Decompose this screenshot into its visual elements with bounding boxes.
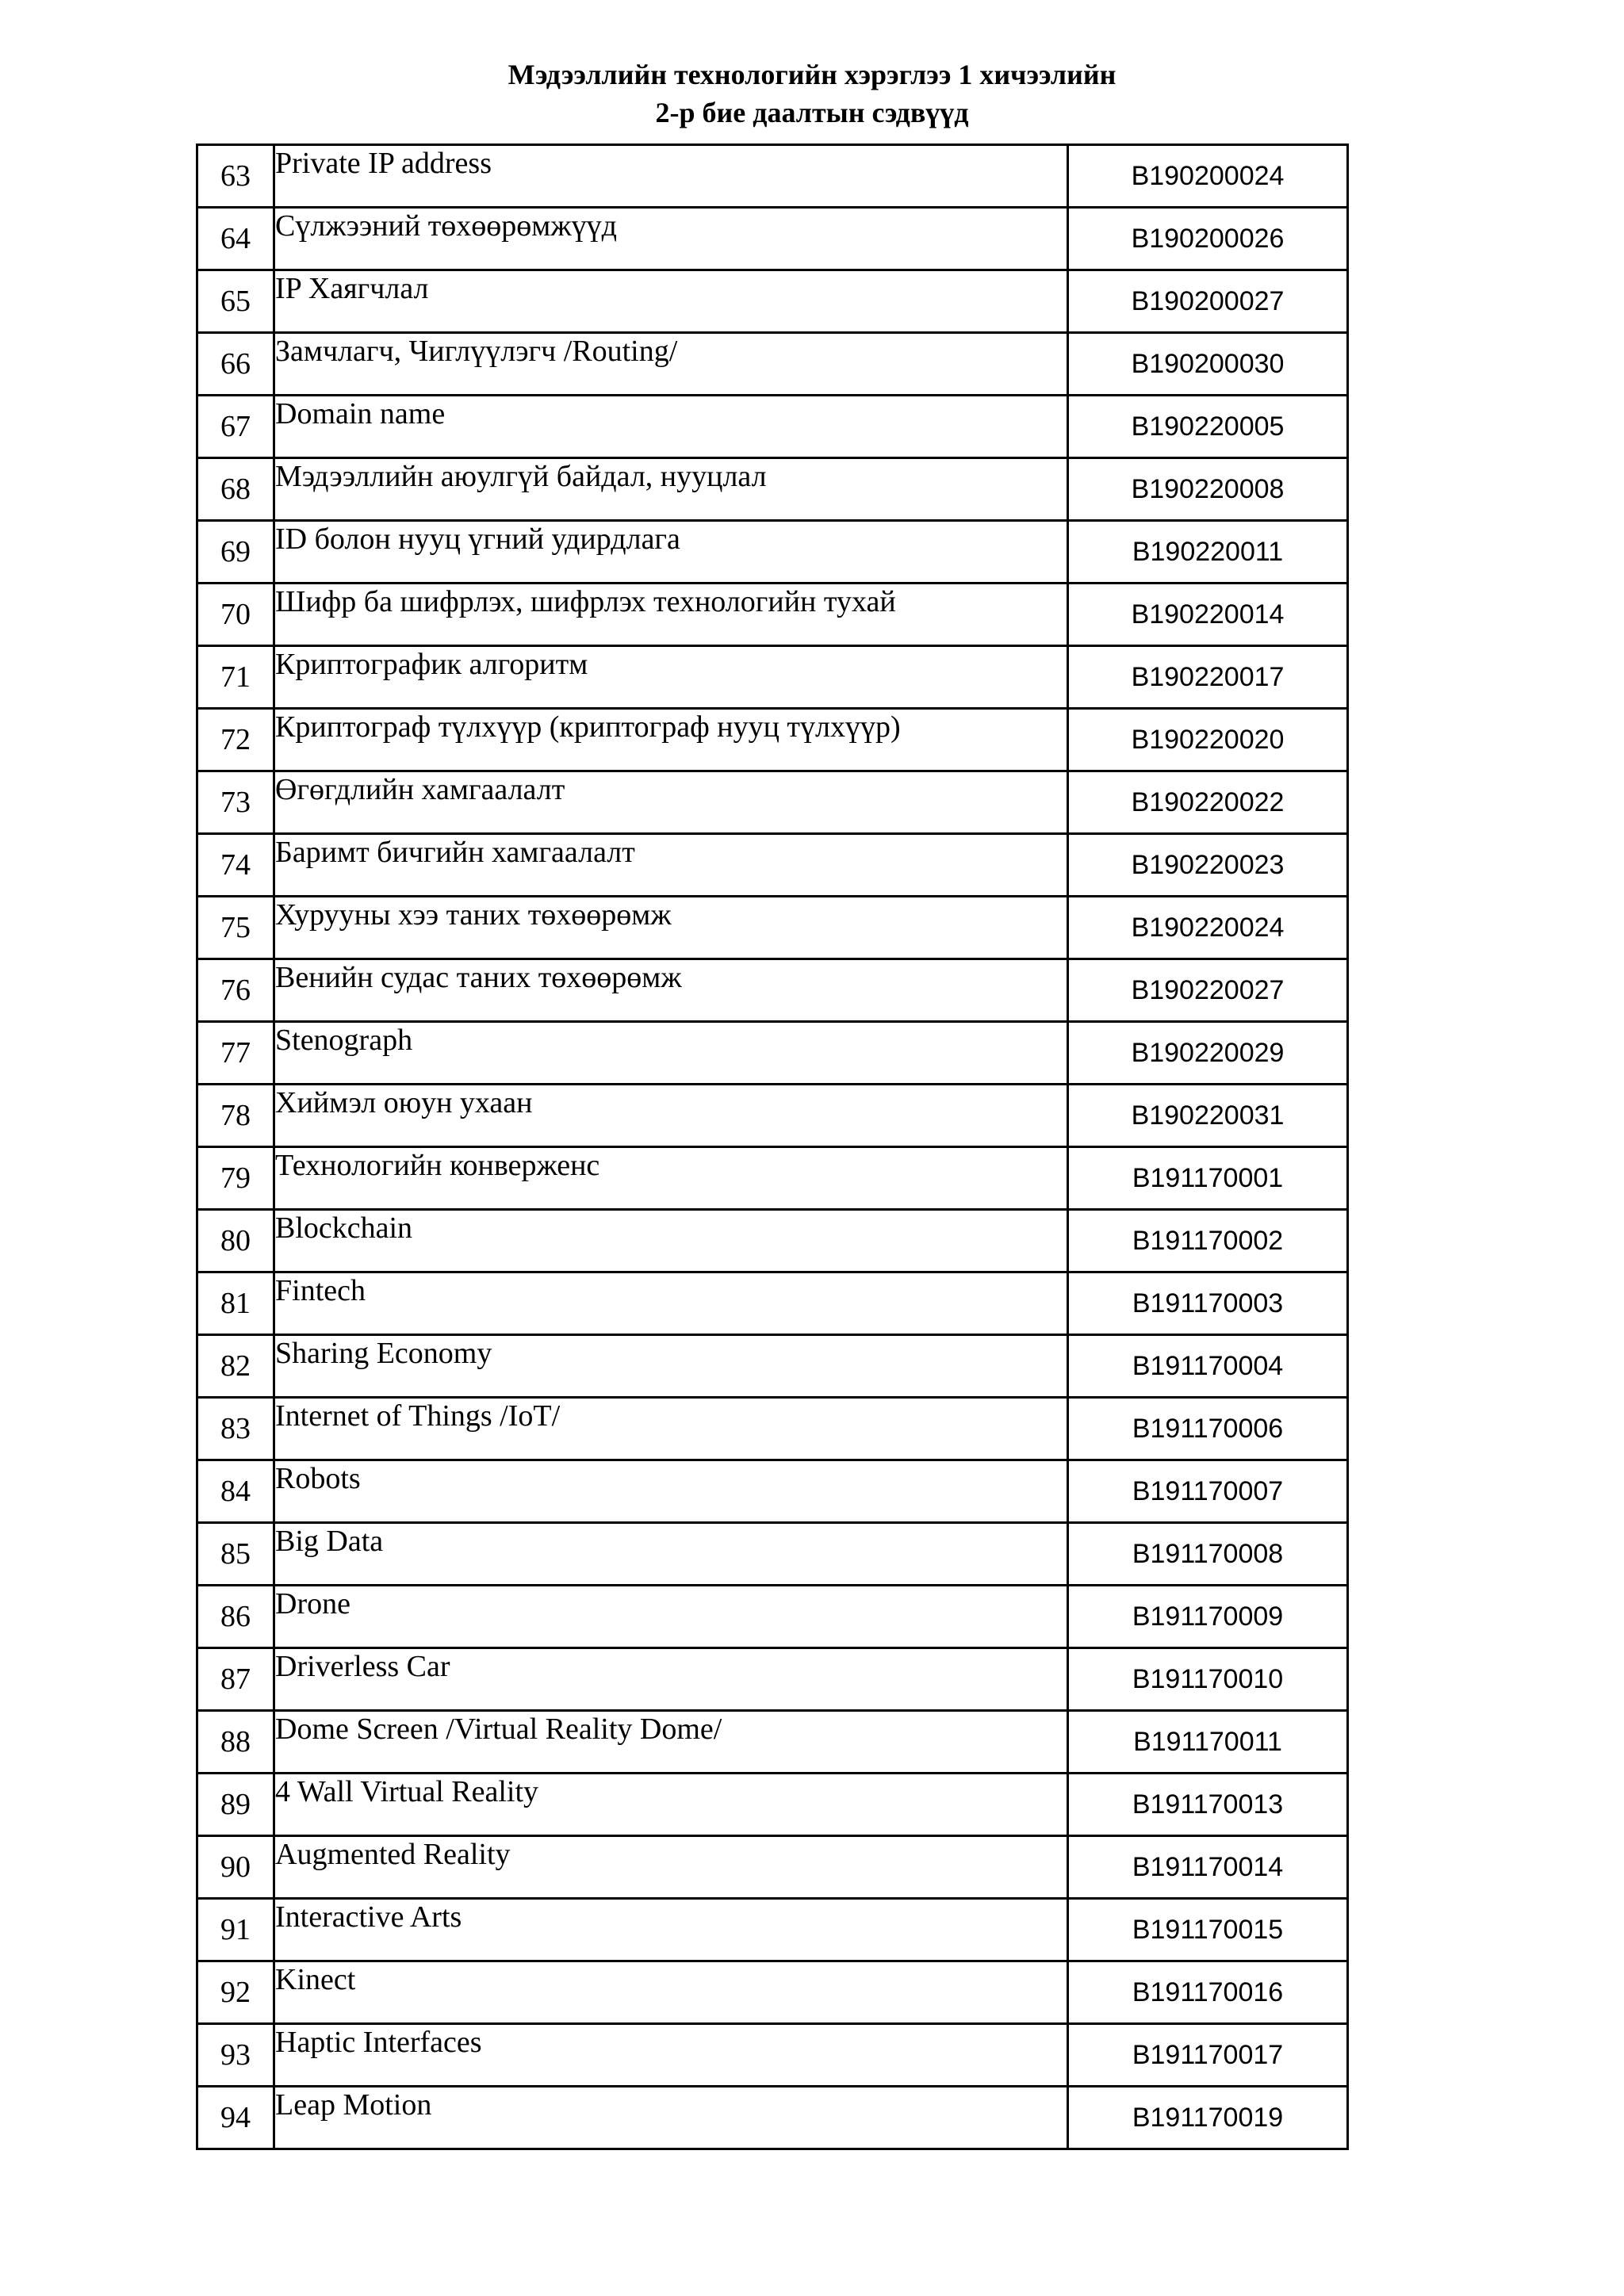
row-number: 68 <box>197 458 274 521</box>
topic-title: Криптографик алгоритм <box>274 646 1068 709</box>
table-row <box>197 959 1348 1022</box>
table-row <box>197 1586 1348 1648</box>
table-row <box>197 1210 1348 1272</box>
table-row <box>197 834 1348 897</box>
row-number: 86 <box>197 1586 274 1648</box>
student-code: B190220023 <box>1068 834 1348 897</box>
table-row <box>197 145 1348 208</box>
topic-title: Blockchain <box>274 1210 1068 1272</box>
student-code: B191170001 <box>1068 1147 1348 1210</box>
row-number: 70 <box>197 584 274 646</box>
topic-title: Leap Motion <box>274 2087 1068 2149</box>
table-row <box>197 897 1348 959</box>
topic-title: Internet of Things /IoT/ <box>274 1398 1068 1460</box>
student-code: B191170007 <box>1068 1460 1348 1523</box>
row-number: 79 <box>197 1147 274 1210</box>
table-row <box>197 333 1348 396</box>
row-number: 77 <box>197 1022 274 1085</box>
student-code: B190200024 <box>1068 145 1348 208</box>
topic-title: Мэдээллийн аюулгүй байдал, нууцлал <box>274 458 1068 521</box>
row-number: 84 <box>197 1460 274 1523</box>
topic-title: 4 Wall Virtual Reality <box>274 1774 1068 1836</box>
document-header <box>0 55 1624 132</box>
row-number: 73 <box>197 771 274 834</box>
topic-title: Шифр ба шифрлэх, шифрлэх технологийн тухай <box>274 584 1068 646</box>
table-row <box>197 1523 1348 1586</box>
student-code: B190200027 <box>1068 270 1348 333</box>
student-code: B190200030 <box>1068 333 1348 396</box>
row-number: 87 <box>197 1648 274 1711</box>
table-row <box>197 1774 1348 1836</box>
student-code: B191170008 <box>1068 1523 1348 1586</box>
student-code: B190220005 <box>1068 396 1348 458</box>
student-code: B190220011 <box>1068 521 1348 584</box>
topics-table <box>196 144 1349 2150</box>
student-code: B190220031 <box>1068 1085 1348 1147</box>
student-code: B190220027 <box>1068 959 1348 1022</box>
row-number: 82 <box>197 1335 274 1398</box>
table-row <box>197 1648 1348 1711</box>
table-row <box>197 646 1348 709</box>
topic-title: Drone <box>274 1586 1068 1648</box>
row-number: 91 <box>197 1899 274 1961</box>
table-row <box>197 2024 1348 2087</box>
row-number: 67 <box>197 396 274 458</box>
student-code: B191170014 <box>1068 1836 1348 1899</box>
table-row <box>197 1272 1348 1335</box>
row-number: 83 <box>197 1398 274 1460</box>
topic-title: Венийн судас таних төхөөрөмж <box>274 959 1068 1022</box>
table-row <box>197 1899 1348 1961</box>
row-number: 80 <box>197 1210 274 1272</box>
row-number: 92 <box>197 1961 274 2024</box>
row-number: 88 <box>197 1711 274 1774</box>
row-number: 76 <box>197 959 274 1022</box>
table-row <box>197 458 1348 521</box>
topic-title: Big Data <box>274 1523 1068 1586</box>
topic-title: Өгөгдлийн хамгаалалт <box>274 771 1068 834</box>
row-number: 90 <box>197 1836 274 1899</box>
table-row <box>197 1961 1348 2024</box>
table-row <box>197 270 1348 333</box>
topic-title: Криптограф түлхүүр (криптограф нууц түлхүүр) <box>274 709 1068 771</box>
row-number: 94 <box>197 2087 274 2149</box>
row-number: 89 <box>197 1774 274 1836</box>
topic-title: Robots <box>274 1460 1068 1523</box>
topic-title: Interactive Arts <box>274 1899 1068 1961</box>
student-code: B190220024 <box>1068 897 1348 959</box>
student-code: B191170013 <box>1068 1774 1348 1836</box>
topic-title: Сүлжээний төхөөрөмжүүд <box>274 208 1068 270</box>
topic-title: Stenograph <box>274 1022 1068 1085</box>
student-code: B190220008 <box>1068 458 1348 521</box>
student-code: B191170019 <box>1068 2087 1348 2149</box>
row-number: 93 <box>197 2024 274 2087</box>
table-row <box>197 709 1348 771</box>
row-number: 81 <box>197 1272 274 1335</box>
table-row <box>197 1147 1348 1210</box>
table-row <box>197 1460 1348 1523</box>
row-number: 63 <box>197 145 274 208</box>
table-row <box>197 584 1348 646</box>
student-code: B191170009 <box>1068 1586 1348 1648</box>
topic-title: Domain name <box>274 396 1068 458</box>
row-number: 69 <box>197 521 274 584</box>
student-code: B190220014 <box>1068 584 1348 646</box>
topic-title: Хурууны хээ таних төхөөрөмж <box>274 897 1068 959</box>
student-code: B190220029 <box>1068 1022 1348 1085</box>
topic-title: Haptic Interfaces <box>274 2024 1068 2087</box>
row-number: 78 <box>197 1085 274 1147</box>
row-number: 65 <box>197 270 274 333</box>
topic-title: Баримт бичгийн хамгаалалт <box>274 834 1068 897</box>
table-row <box>197 1085 1348 1147</box>
topic-title: Fintech <box>274 1272 1068 1335</box>
topic-title: Замчлагч, Чиглүүлэгч /Routing/ <box>274 333 1068 396</box>
table-row <box>197 2087 1348 2149</box>
student-code: B191170015 <box>1068 1899 1348 1961</box>
topic-title: Augmented Reality <box>274 1836 1068 1899</box>
student-code: B190220017 <box>1068 646 1348 709</box>
topic-title: ID болон нууц үгний удирдлага <box>274 521 1068 584</box>
student-code: B190200026 <box>1068 208 1348 270</box>
row-number: 72 <box>197 709 274 771</box>
topic-title: Kinect <box>274 1961 1068 2024</box>
title-line-2: 2-р бие даалтын сэдвүүд <box>655 97 969 128</box>
topic-title: Dome Screen /Virtual Reality Dome/ <box>274 1711 1068 1774</box>
student-code: B190220022 <box>1068 771 1348 834</box>
table-row <box>197 1836 1348 1899</box>
table-row <box>197 1398 1348 1460</box>
student-code: B191170016 <box>1068 1961 1348 2024</box>
topic-title: IP Хаягчлал <box>274 270 1068 333</box>
student-code: B191170010 <box>1068 1648 1348 1711</box>
topic-title: Private IP address <box>274 145 1068 208</box>
student-code: B191170011 <box>1068 1711 1348 1774</box>
row-number: 66 <box>197 333 274 396</box>
student-code: B191170002 <box>1068 1210 1348 1272</box>
table-row <box>197 208 1348 270</box>
table-row <box>197 1335 1348 1398</box>
topic-title: Технологийн конверженс <box>274 1147 1068 1210</box>
topic-title: Sharing Economy <box>274 1335 1068 1398</box>
title-line-1: Мэдээллийн технологийн хэрэглээ 1 хичээлийн <box>508 59 1116 90</box>
row-number: 71 <box>197 646 274 709</box>
row-number: 85 <box>197 1523 274 1586</box>
student-code: B191170006 <box>1068 1398 1348 1460</box>
student-code: B190220020 <box>1068 709 1348 771</box>
table-row <box>197 521 1348 584</box>
row-number: 75 <box>197 897 274 959</box>
table-row <box>197 771 1348 834</box>
student-code: B191170004 <box>1068 1335 1348 1398</box>
student-code: B191170003 <box>1068 1272 1348 1335</box>
table-row <box>197 1022 1348 1085</box>
topics-table-body <box>197 145 1348 2149</box>
topic-title: Driverless Car <box>274 1648 1068 1711</box>
student-code: B191170017 <box>1068 2024 1348 2087</box>
row-number: 64 <box>197 208 274 270</box>
table-row <box>197 1711 1348 1774</box>
topic-title: Хиймэл оюун ухаан <box>274 1085 1068 1147</box>
row-number: 74 <box>197 834 274 897</box>
table-row <box>197 396 1348 458</box>
